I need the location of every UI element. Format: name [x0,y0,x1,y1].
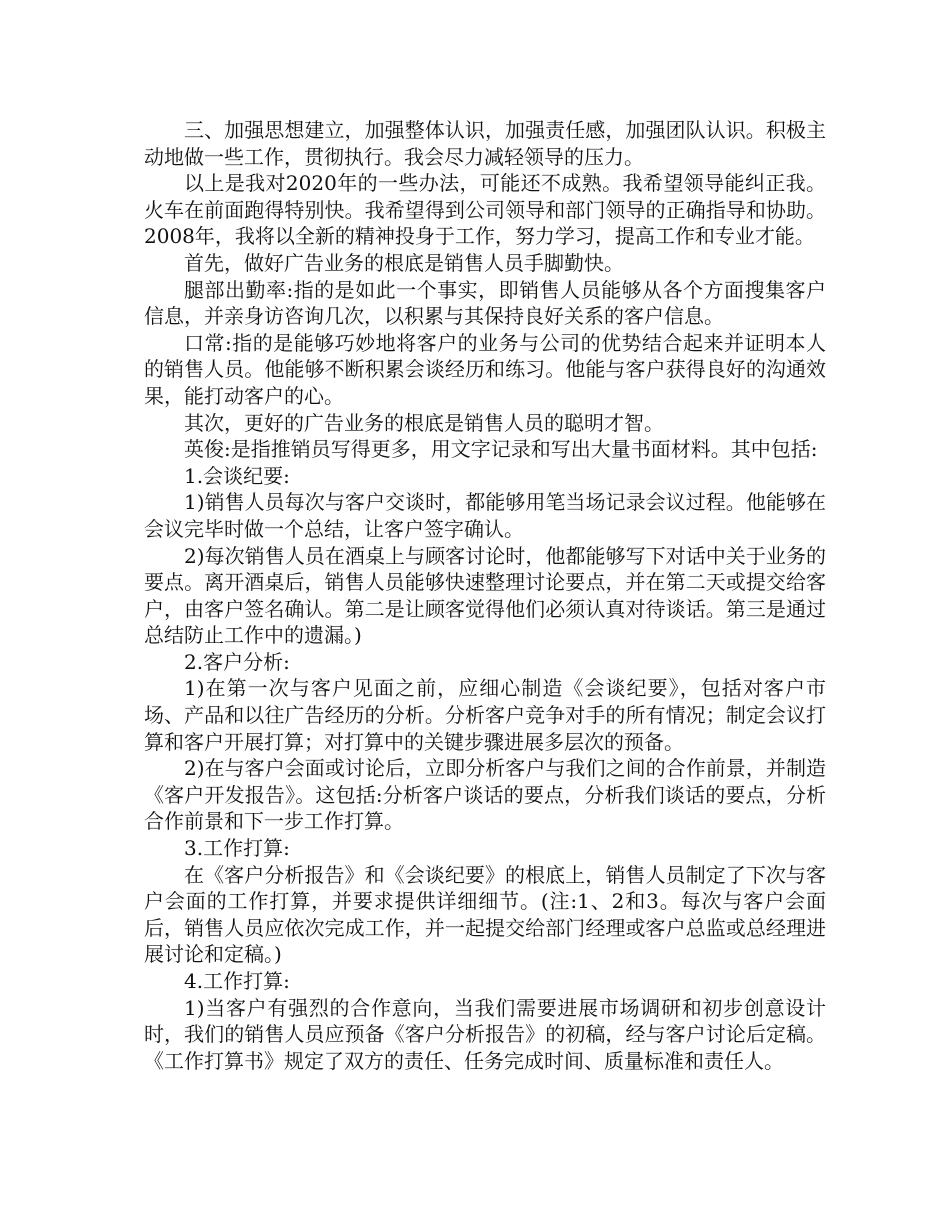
paragraph-2: 以上是我对2020年的一些办法，可能还不成熟。我希望领导能纠正我。火车在前面跑得特别快。我希望得到公司领导和部门领导的正确指导和协助。2008年，我将以全新的精神投身于工作，努力学习，提高工作和专业才能。 [144,171,826,249]
paragraph-9: 1)销售人员每次与客户交谈时，都能够用笔当场记录会议过程。他能够在会议完毕时做一个总结，让客户签字确认。 [144,490,826,541]
paragraph-15: 在《客户分析报告》和《会谈纪要》的根底上，销售人员制定了下次与客户会面的工作打算，并要求提供详细细节。(注:1、2和3。每次与客户会面后，销售人员应依次完成工作，并一起提交给部门经理或客户总监或总经理进展讨论和定稿。) [144,862,826,967]
list-heading-meeting-minutes: 1.会谈纪要: [184,463,290,488]
document-page [144,117,826,1074]
paragraph-7: 英俊:是指推销员写得更多，用文字记录和写出大量书面材料。其中包括: [184,437,818,462]
paragraph-1: 三、加强思想建立，加强整体认识，加强责任感，加强团队认识。积极主动地做一些工作，贯彻执行。我会尽力减轻领导的压力。 [144,118,826,169]
paragraph-13: 2)在与客户会面或讨论后，立即分析客户与我们之间的合作前景，并制造《客户开发报告》。这包括:分析客户谈话的要点，分析我们谈话的要点，分析合作前景和下一步工作打算。 [144,756,826,834]
paragraph-17: 1)当客户有强烈的合作意向，当我们需要进展市场调研和初步创意设计时，我们的销售人员应预备《客户分析报告》的初稿，经与客户讨论后定稿。《工作打算书》规定了双方的责任、任务完成时间、质量标准和责任人。 [144,995,826,1073]
list-heading-client-analysis: 2.客户分析: [184,649,290,674]
paragraph-4: 腿部出勤率:指的是如此一个事实，即销售人员能够从各个方面搜集客户信息，并亲身访咨询几次，以积累与其保持良好关系的客户信息。 [144,277,826,329]
paragraph-3: 首先，做好广告业务的根底是销售人员手脚勤快。 [184,250,624,275]
paragraph-5: 口常:指的是能够巧妙地将客户的业务与公司的优势结合起来并证明本人的销售人员。他能够不断积累会谈经历和练习。他能与客户获得良好的沟通效果，能打动客户的心。 [144,330,826,408]
list-heading-work-plan-4: 4.工作打算: [184,969,290,993]
list-heading-work-plan-3: 3.工作打算: [184,836,290,861]
paragraph-12: 1)在第一次与客户见面之前，应细心制造《会谈纪要》，包括对客户市场、产品和以往广告经历的分析。分析客户竞争对手的所有情况；制定会议打算和客户开展打算；对打算中的关键步骤进展多层次的预备。 [144,676,826,754]
paragraph-10: 2)每次销售人员在酒桌上与顾客讨论时，他都能够写下对话中关于业务的要点。离开酒桌后，销售人员能够快速整理讨论要点，并在第二天或提交给客户，由客户签名确认。第二是让顾客觉得他们必须认真对待谈话。第三是通过总结防止工作中的遗漏。) [144,543,826,648]
paragraph-6: 其次，更好的广告业务的根底是销售人员的聪明才智。 [184,410,664,435]
